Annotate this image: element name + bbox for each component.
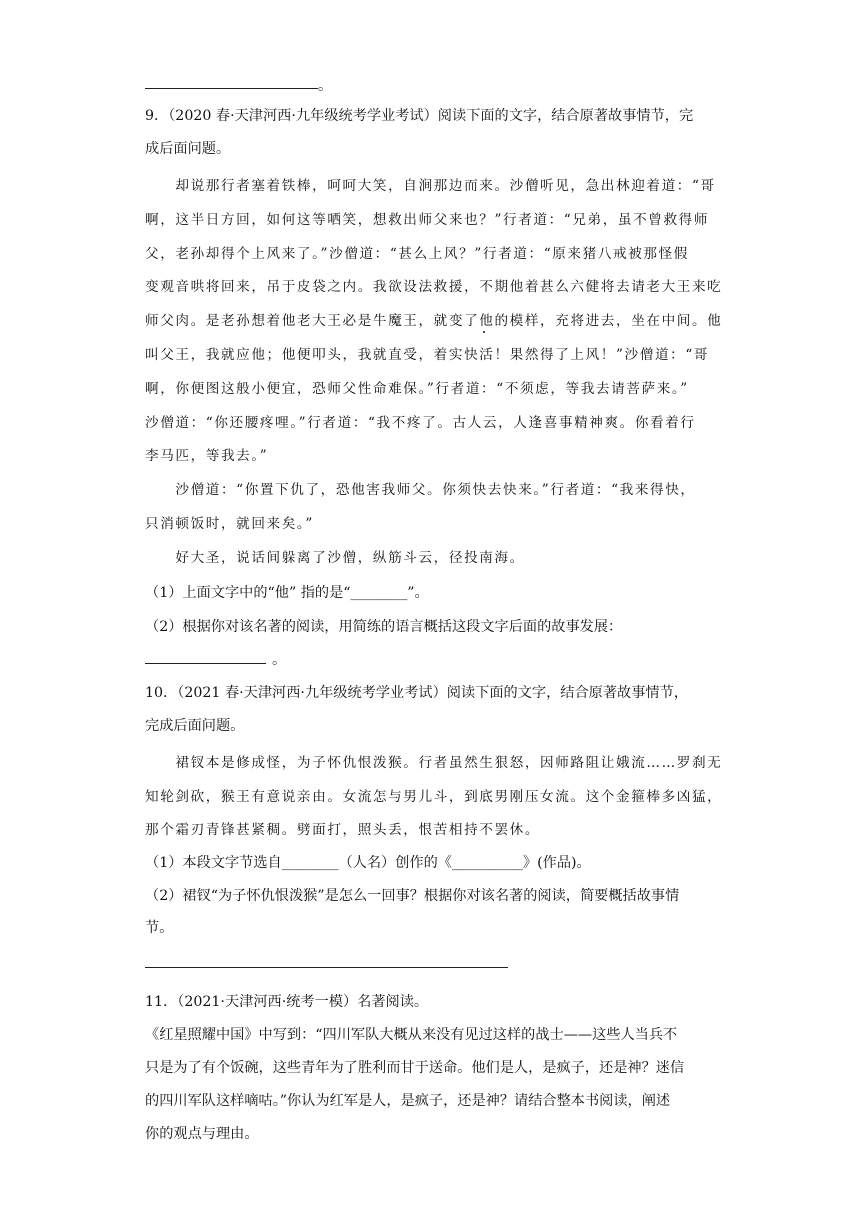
q9-passage-line: 却说那行者塞着铁棒，呵呵大笑，自涧那边而来。沙僧听见，急出林迎着道：“哥 [145, 178, 716, 194]
q10-subquestion-1: （1）本段文字节选自________（人名）创作的《__________》(作品)。 [145, 855, 591, 871]
q11-header: 11．（2021·天津河西·统考一模）名著阅读。 [145, 994, 429, 1010]
q9-passage-line: 啊，这半日方回，如何这等哂笑，想救出师父来也？”行者道：“兄弟，虽不曾救得师 [145, 212, 710, 228]
q9-passage-line: 沙僧道：“你还腰疼哩。”行者道：“我不疼了。古人云，人逢喜事精神爽。你看着行 [145, 415, 696, 431]
answer-blank-line [145, 88, 318, 89]
q9-passage-line: 好大圣，说话间躲离了沙僧，纵筋斗云，径投南海。 [145, 550, 525, 566]
q11-body-line: 的四川军队这样嘀咕。”你认为红军是人，是疯子，还是神？请结合整本书阅读，阐述 [145, 1093, 671, 1109]
q10-passage-line: 裙钗本是修成怪，为子怀仇恨泼猴。行者虽然生狠怒，因师路阻让娥流……罗刹无 [145, 755, 723, 771]
q9-header-line2: 成后面问题。 [145, 141, 231, 157]
q9-subquestion-1: （1）上面文字中的“他” 指的是“________”。 [145, 585, 429, 601]
q9-passage-line: 变观音哄将回来，吊于皮袋之内。我欲设法救援，不期他着甚么六健将去请老大王来吃 [145, 279, 723, 295]
q10-passage-line: 知轮剑砍，猴王有意说亲由。女流怎与男儿斗，到底男刚压女流。这个金箍棒多凶猛， [145, 789, 723, 805]
q9-answer-end-mark: 。 [272, 652, 287, 668]
q11-body-line: 你的观点与理由。 [145, 1126, 259, 1142]
q9-passage-line: 李马匹，等我去。” [145, 448, 269, 464]
q10-subquestion-2-line1: （2）裙钗“为子怀仇恨泼猴”是怎么一回事？根据你对该名著的阅读，简要概括故事情 [145, 888, 680, 904]
q9-passage-line: 师父肉。是老孙想着他老大王必是牛魔王，就变了他的模样，充将进去，坐在中间。他 [145, 313, 723, 329]
q10-answer-blank-line [145, 967, 508, 968]
q9-passage-line: 叫父王，我就应他；他便叩头，我就直受，着实快活！果然得了上风！”沙僧道：“哥 [145, 347, 710, 363]
q9-subquestion-2: （2）根据你对该名著的阅读，用简练的语言概括这段文字后面的故事发展： [145, 619, 623, 635]
q9-passage-line: 啊，你便图这般小便宜，恐师父性命难保。”行者道：“不须虑，等我去请菩萨来。” [145, 381, 689, 397]
q11-body-line: 《红星照耀中国》中写到：“四川军队大概从来没有见过这样的战士——这些人当兵不 [145, 1027, 678, 1043]
q9-passage-line: 只消顿饭时，就回来矣。” [145, 516, 314, 532]
q10-passage-line: 那个霜刃青锋甚紧稠。劈面打，照头丢，恨苦相持不罢休。 [145, 822, 541, 838]
q9-header-line1: 9．（2020 春·天津河西·九年级统考学业考试）阅读下面的文字，结合原著故事情节，完 [145, 108, 694, 124]
q9-passage-line: 父，老孙却得个上风来了。”沙僧道：“甚么上风？”行者道：“原来猪八戒被那怪假 [145, 246, 689, 262]
q9-passage-line: 沙僧道：“你置下仇了，恐他害我师父。你须快去快来。”行者道：“我来得快， [145, 482, 696, 498]
q10-header-line1: 10．（2021 春·天津河西·九年级统考学业考试）阅读下面的文字，结合原著故事情节， [145, 685, 688, 701]
q11-body-line: 只是为了有个饭碗，这些青年为了胜利而甘于送命。他们是人，是疯子，还是神？迷信 [145, 1060, 685, 1076]
q10-subquestion-2-line2: 节。 [145, 920, 174, 936]
emphasis-dot [483, 331, 485, 333]
answer-end-mark: 。 [318, 78, 333, 94]
q10-header-line2: 完成后面问题。 [145, 718, 245, 734]
q9-answer-blank-line [145, 663, 266, 664]
